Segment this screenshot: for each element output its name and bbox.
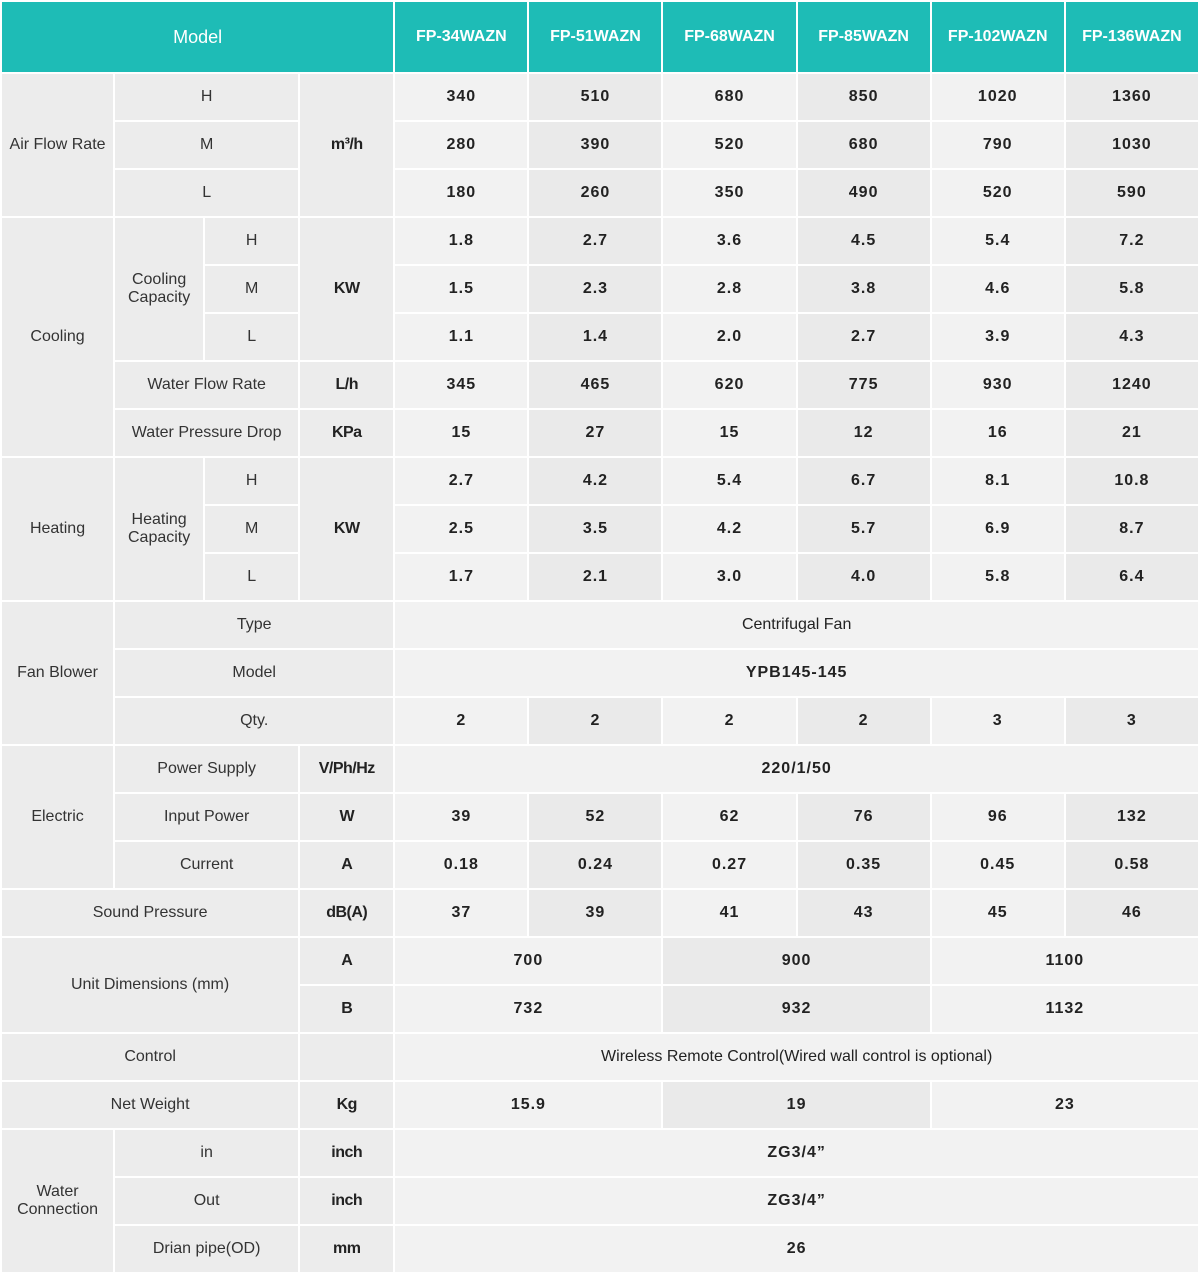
- sub-label-water-pressure-drop: Water Pressure Drop: [114, 409, 299, 457]
- cell-value: 280: [394, 121, 528, 169]
- table-header-row: [1, 1, 1199, 73]
- cell-value: 1020: [931, 73, 1065, 121]
- group-label-control: Control: [1, 1033, 299, 1081]
- cell-value: 39: [528, 889, 662, 937]
- cell-value: 37: [394, 889, 528, 937]
- cell-value: 39: [394, 793, 528, 841]
- cell-value: 3.9: [931, 313, 1065, 361]
- cell-value: 590: [1065, 169, 1199, 217]
- cell-value: 12: [797, 409, 931, 457]
- table-row: [1, 649, 1199, 697]
- cell-value: 932: [662, 985, 930, 1033]
- cell-value: 2.7: [394, 457, 528, 505]
- cell-value: 1.4: [528, 313, 662, 361]
- sub-label-current: Current: [114, 841, 299, 889]
- sub-label-fan-qty: Qty.: [114, 697, 394, 745]
- sub-label-cooling-capacity: Cooling Capacity: [114, 217, 204, 361]
- unit-inch: inch: [299, 1177, 394, 1225]
- cell-value: 775: [797, 361, 931, 409]
- cell-value: 16: [931, 409, 1065, 457]
- sub-label-water-flow-rate: Water Flow Rate: [114, 361, 299, 409]
- cell-value: 27: [528, 409, 662, 457]
- cell-value: 19: [662, 1081, 930, 1129]
- cell-value: 3: [1065, 697, 1199, 745]
- cell-value: 76: [797, 793, 931, 841]
- table-row: [1, 1081, 1199, 1129]
- cell-value: 15.9: [394, 1081, 662, 1129]
- cell-value: 6.9: [931, 505, 1065, 553]
- cell-value: 2.3: [528, 265, 662, 313]
- unit-dim-b: B: [299, 985, 394, 1033]
- cell-value: 10.8: [1065, 457, 1199, 505]
- cell-value: 1240: [1065, 361, 1199, 409]
- table-row: [1, 601, 1199, 649]
- cell-value: 1360: [1065, 73, 1199, 121]
- cell-value: 21: [1065, 409, 1199, 457]
- cell-value: 1100: [931, 937, 1199, 985]
- cell-value: 45: [931, 889, 1065, 937]
- unit-vphhz: V/Ph/Hz: [299, 745, 394, 793]
- cell-value: 2.8: [662, 265, 796, 313]
- cell-value: 340: [394, 73, 528, 121]
- table-row: [1, 889, 1199, 937]
- table-row: [1, 1225, 1199, 1273]
- cell-value: 3.6: [662, 217, 796, 265]
- cell-value: 2.1: [528, 553, 662, 601]
- cell-value: 8.1: [931, 457, 1065, 505]
- sub-label-fan-model: Model: [114, 649, 394, 697]
- group-label-net-weight: Net Weight: [1, 1081, 299, 1129]
- cell-value: 1030: [1065, 121, 1199, 169]
- unit-inch: inch: [299, 1129, 394, 1177]
- cell-value: 4.0: [797, 553, 931, 601]
- cell-value: 0.45: [931, 841, 1065, 889]
- unit-dim-a: A: [299, 937, 394, 985]
- unit-lh: L/h: [299, 361, 394, 409]
- unit-a: A: [299, 841, 394, 889]
- cell-value: 3: [931, 697, 1065, 745]
- cell-value: 520: [931, 169, 1065, 217]
- sub-label-water-out: Out: [114, 1177, 299, 1225]
- group-label-unit-dimensions: Unit Dimensions (mm): [1, 937, 299, 1033]
- table-row: [1, 697, 1199, 745]
- speed-label-l: L: [204, 313, 299, 361]
- cell-value: 8.7: [1065, 505, 1199, 553]
- unit-dba: dB(A): [299, 889, 394, 937]
- table-row: [1, 217, 1199, 265]
- cell-value: Wireless Remote Control(Wired wall control is optional): [394, 1033, 1199, 1081]
- cell-value: 390: [528, 121, 662, 169]
- table-row: [1, 841, 1199, 889]
- cell-value: 132: [1065, 793, 1199, 841]
- cell-value: 930: [931, 361, 1065, 409]
- table-row: [1, 1033, 1199, 1081]
- sub-label-drain-pipe: Drian pipe(OD): [114, 1225, 299, 1273]
- table-row: [1, 73, 1199, 121]
- cell-value: 15: [394, 409, 528, 457]
- cell-value: 180: [394, 169, 528, 217]
- cell-value: 345: [394, 361, 528, 409]
- cell-value: 0.27: [662, 841, 796, 889]
- group-label-electric: Electric: [1, 745, 114, 889]
- header-model-5: FP-102WAZN: [931, 1, 1065, 73]
- cell-value: 2: [797, 697, 931, 745]
- sub-label-heating-capacity: Heating Capacity: [114, 457, 204, 601]
- cell-value: 700: [394, 937, 662, 985]
- cell-value: 52: [528, 793, 662, 841]
- header-model-2: FP-51WAZN: [528, 1, 662, 73]
- speed-label-h: H: [204, 217, 299, 265]
- table-row: [1, 121, 1199, 169]
- cell-value: 732: [394, 985, 662, 1033]
- cell-value: 3.8: [797, 265, 931, 313]
- cell-value: 1.7: [394, 553, 528, 601]
- speed-label-l: L: [114, 169, 299, 217]
- cell-value: 5.7: [797, 505, 931, 553]
- cell-value: 0.58: [1065, 841, 1199, 889]
- group-label-fan-blower: Fan Blower: [1, 601, 114, 745]
- cell-value: 2.5: [394, 505, 528, 553]
- cell-value: 43: [797, 889, 931, 937]
- cell-value: 0.35: [797, 841, 931, 889]
- speed-label-h: H: [204, 457, 299, 505]
- cell-value: 790: [931, 121, 1065, 169]
- cell-value: ZG3/4”: [394, 1129, 1199, 1177]
- header-model-label: Model: [1, 1, 394, 73]
- unit-kpa: KPa: [299, 409, 394, 457]
- cell-value: 220/1/50: [394, 745, 1199, 793]
- cell-value: 490: [797, 169, 931, 217]
- unit-kw: KW: [299, 457, 394, 601]
- cell-value: 520: [662, 121, 796, 169]
- table-row: [1, 361, 1199, 409]
- cell-value: ZG3/4”: [394, 1177, 1199, 1225]
- cell-value: 15: [662, 409, 796, 457]
- unit-blank: [299, 1033, 394, 1081]
- cell-value: 465: [528, 361, 662, 409]
- cell-value: 26: [394, 1225, 1199, 1273]
- cell-value: 2.7: [797, 313, 931, 361]
- cell-value: 6.7: [797, 457, 931, 505]
- unit-m3h: m³/h: [299, 73, 394, 217]
- cell-value: 0.24: [528, 841, 662, 889]
- cell-value: 0.18: [394, 841, 528, 889]
- table-row: [1, 409, 1199, 457]
- group-label-sound-pressure: Sound Pressure: [1, 889, 299, 937]
- speed-label-h: H: [114, 73, 299, 121]
- cell-value: 900: [662, 937, 930, 985]
- header-model-6: FP-136WAZN: [1065, 1, 1199, 73]
- cell-value: YPB145-145: [394, 649, 1199, 697]
- cell-value: 5.4: [931, 217, 1065, 265]
- cell-value: 350: [662, 169, 796, 217]
- cell-value: 2.0: [662, 313, 796, 361]
- cell-value: 1.5: [394, 265, 528, 313]
- sub-label-input-power: Input Power: [114, 793, 299, 841]
- table-row: [1, 1177, 1199, 1225]
- sub-label-water-in: in: [114, 1129, 299, 1177]
- cell-value: 1.1: [394, 313, 528, 361]
- cell-value: 510: [528, 73, 662, 121]
- table-row: [1, 793, 1199, 841]
- unit-mm: mm: [299, 1225, 394, 1273]
- cell-value: 62: [662, 793, 796, 841]
- cell-value: 4.5: [797, 217, 931, 265]
- cell-value: 680: [662, 73, 796, 121]
- cell-value: 5.8: [931, 553, 1065, 601]
- cell-value: 2: [394, 697, 528, 745]
- header-model-4: FP-85WAZN: [797, 1, 931, 73]
- speed-label-m: M: [114, 121, 299, 169]
- table-row: [1, 1129, 1199, 1177]
- cell-value: 4.3: [1065, 313, 1199, 361]
- cell-value: 4.2: [662, 505, 796, 553]
- table-row: [1, 745, 1199, 793]
- cell-value: Centrifugal Fan: [394, 601, 1199, 649]
- speed-label-m: M: [204, 265, 299, 313]
- cell-value: 680: [797, 121, 931, 169]
- cell-value: 3.0: [662, 553, 796, 601]
- cell-value: 5.8: [1065, 265, 1199, 313]
- header-model-3: FP-68WAZN: [662, 1, 796, 73]
- table-row: [1, 937, 1199, 985]
- group-label-water-connection: Water Connection: [1, 1129, 114, 1273]
- cell-value: 4.6: [931, 265, 1065, 313]
- unit-kg: Kg: [299, 1081, 394, 1129]
- cell-value: 850: [797, 73, 931, 121]
- cell-value: 41: [662, 889, 796, 937]
- cell-value: 2: [528, 697, 662, 745]
- cell-value: 260: [528, 169, 662, 217]
- cell-value: 3.5: [528, 505, 662, 553]
- header-model-1: FP-34WAZN: [394, 1, 528, 73]
- group-label-air-flow-rate: Air Flow Rate: [1, 73, 114, 217]
- cell-value: 2.7: [528, 217, 662, 265]
- cell-value: 620: [662, 361, 796, 409]
- sub-label-fan-type: Type: [114, 601, 394, 649]
- unit-w: W: [299, 793, 394, 841]
- group-label-heating: Heating: [1, 457, 114, 601]
- table-row: [1, 457, 1199, 505]
- cell-value: 96: [931, 793, 1065, 841]
- cell-value: 7.2: [1065, 217, 1199, 265]
- speed-label-l: L: [204, 553, 299, 601]
- cell-value: 23: [931, 1081, 1199, 1129]
- group-label-cooling: Cooling: [1, 217, 114, 457]
- cell-value: 6.4: [1065, 553, 1199, 601]
- cell-value: 2: [662, 697, 796, 745]
- cell-value: 1132: [931, 985, 1199, 1033]
- cell-value: 1.8: [394, 217, 528, 265]
- speed-label-m: M: [204, 505, 299, 553]
- cell-value: 4.2: [528, 457, 662, 505]
- table-row: [1, 169, 1199, 217]
- unit-kw: KW: [299, 217, 394, 361]
- cell-value: 46: [1065, 889, 1199, 937]
- cell-value: 5.4: [662, 457, 796, 505]
- sub-label-power-supply: Power Supply: [114, 745, 299, 793]
